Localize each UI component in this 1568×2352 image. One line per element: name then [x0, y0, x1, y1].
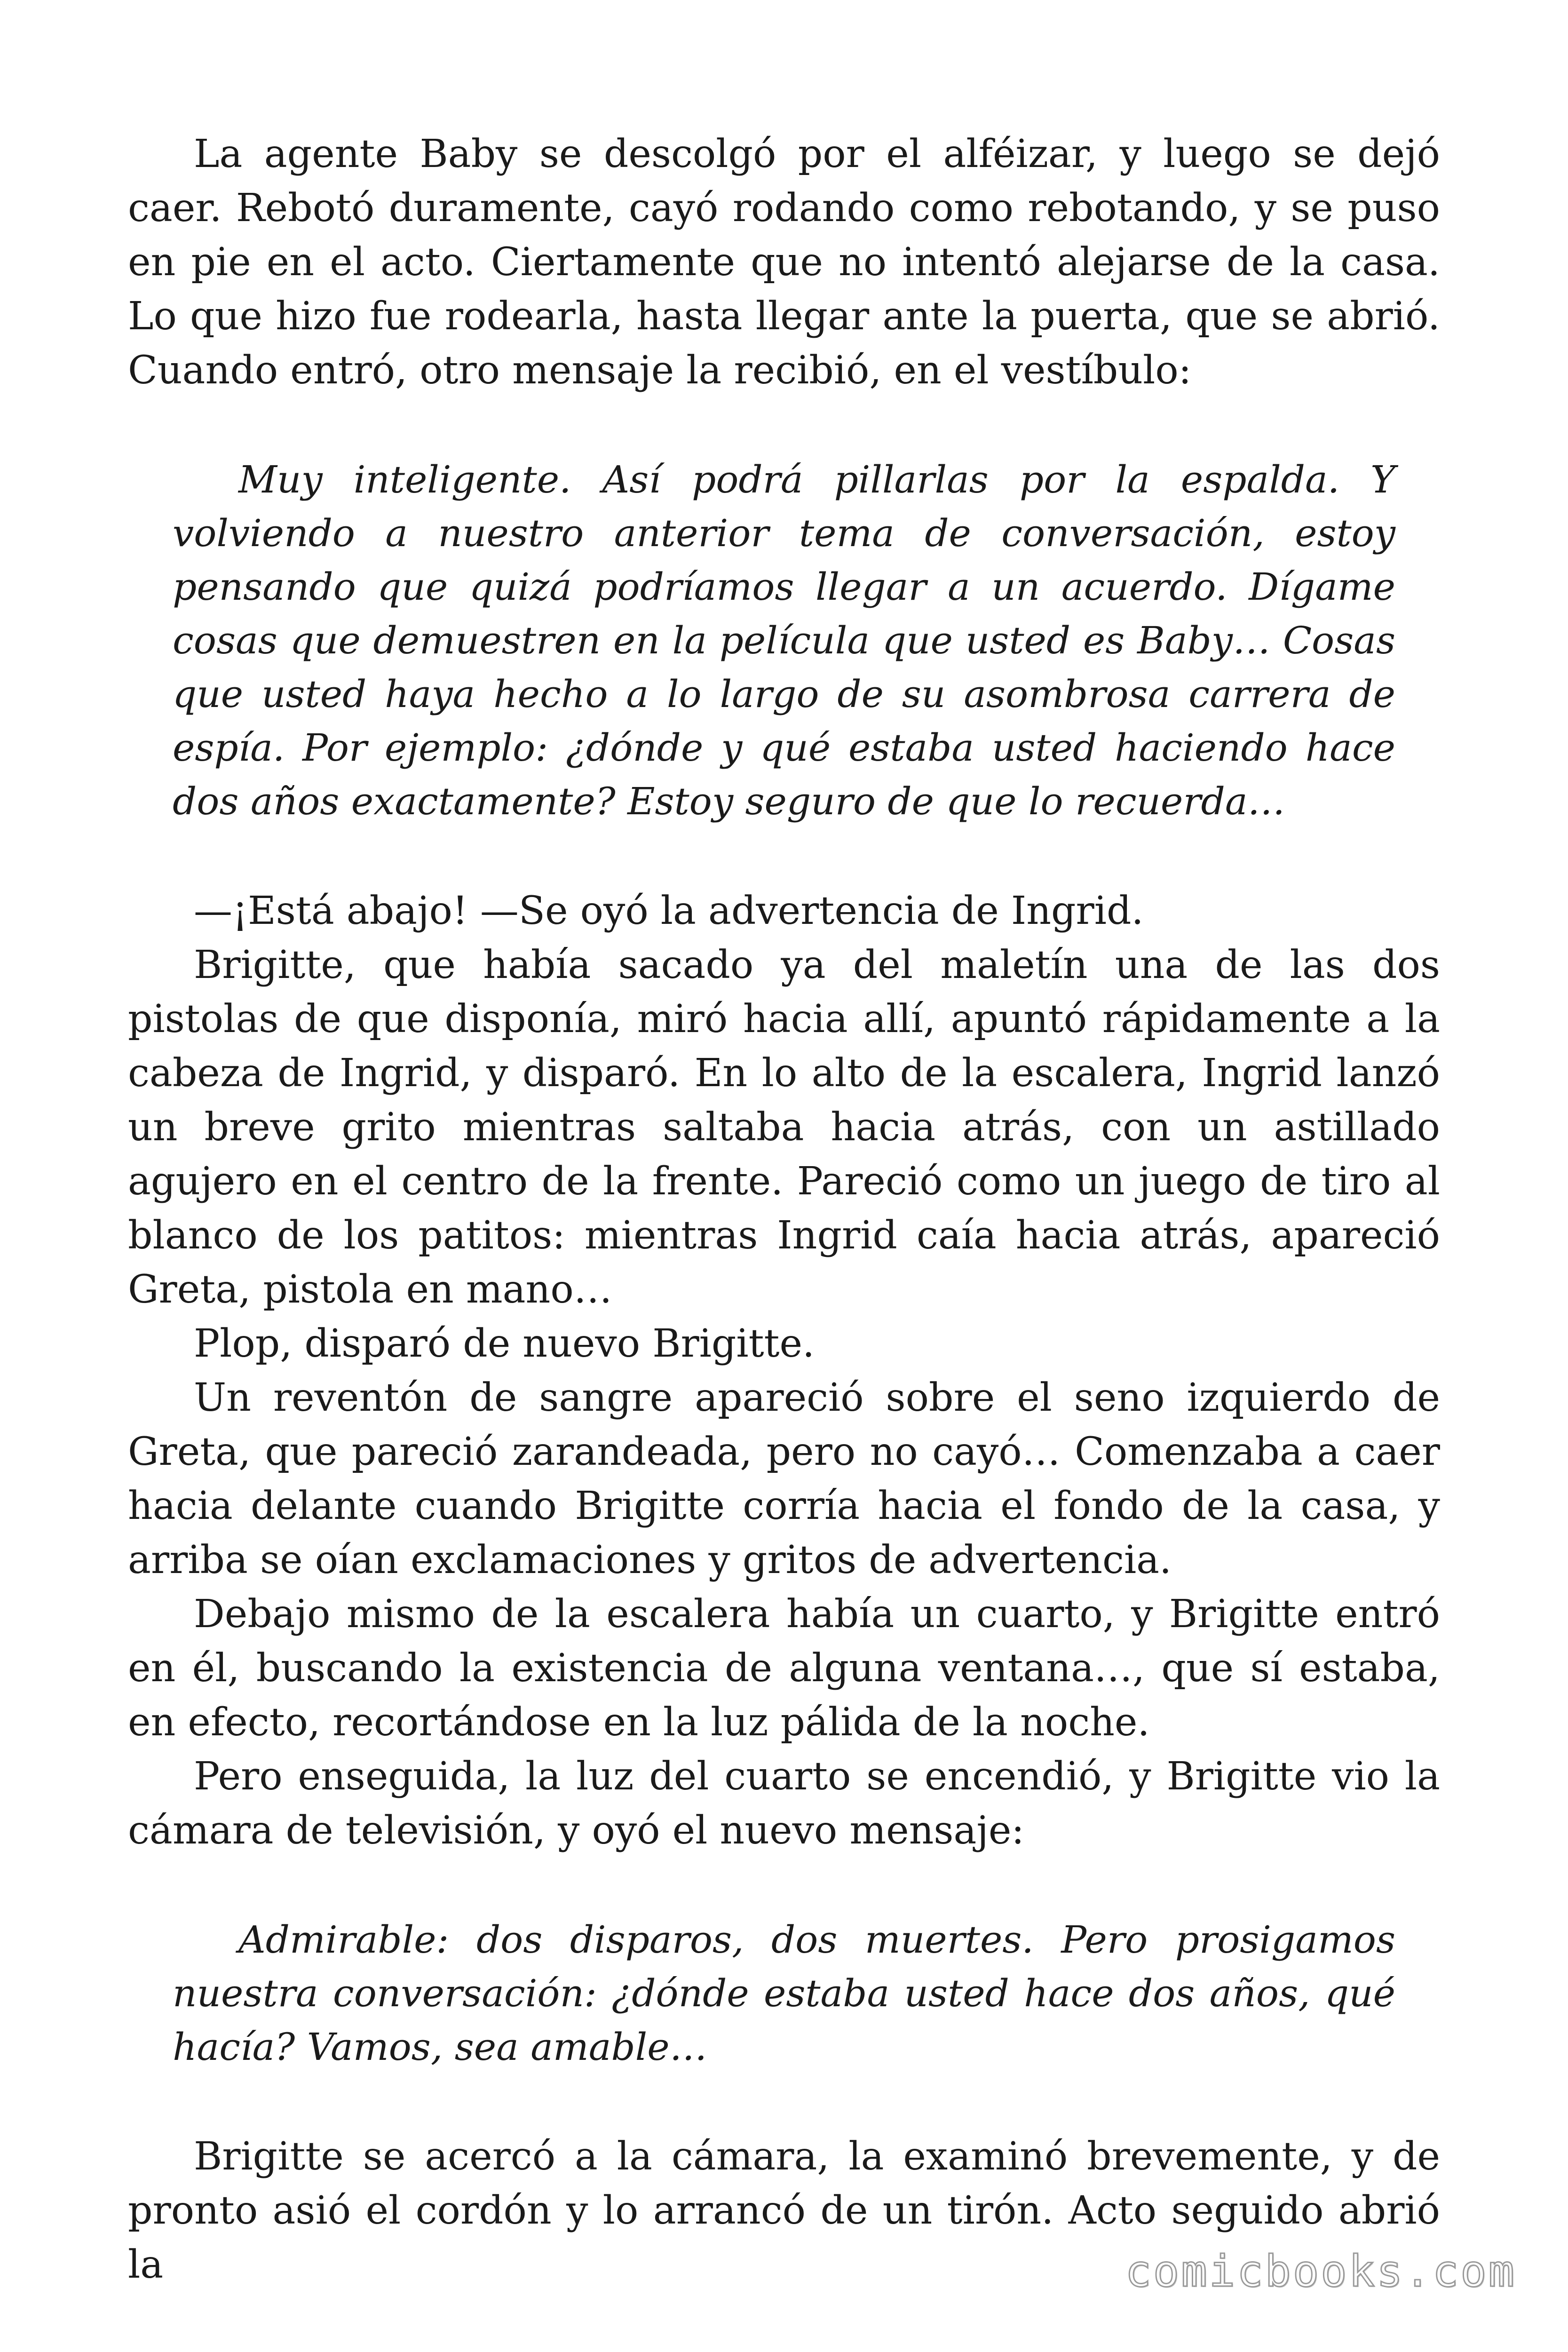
body-paragraph: La agente Baby se descolgó por el alféizar, y luego se dejó caer. Rebotó duramente, cayó rodando como rebotando, y se puso en pie en el acto. Ciertamente que no intentó alejarse de la casa. Lo que hizo fue rodearla, hasta llegar ante la puerta, que se abrió. Cuando entró, otro mensaje la recibió, en el vestíbulo:	[128, 132, 1440, 393]
body-paragraph: Plop, disparó de nuevo Brigitte.	[194, 1321, 815, 1366]
italic-message-quote: Admirable: dos disparos, dos muertes. Pero prosigamos nuestra conversación: ¿dónde estaba usted hace dos años, qué hacía? Vamos, sea amable…	[173, 1918, 1395, 2069]
body-paragraph: Un reventón de sangre apareció sobre el seno izquierdo de Greta, que pareció zarandeada, pero no cayó… Comenzaba a caer hacia delante cuando Brigitte corría hacia el fondo de la casa, y arriba se oían exclamaciones y gritos de advertencia.	[128, 1375, 1440, 1582]
body-paragraph: Pero enseguida, la luz del cuarto se encendió, y Brigitte vio la cámara de televisión, y oyó el nuevo mensaje:	[128, 1754, 1440, 1853]
body-paragraph: —¡Está abajo! —Se oyó la advertencia de Ingrid.	[194, 889, 1144, 933]
book-page	[128, 127, 1440, 2292]
body-paragraph: Brigitte se acercó a la cámara, la examinó brevemente, y de pronto asió el cordón y lo arrancó de un tirón. Acto seguido abrió la	[128, 2134, 1440, 2287]
body-paragraph: Debajo mismo de la escalera había un cuarto, y Brigitte entró en él, buscando la existencia de alguna ventana…, que sí estaba, en efecto, recortándose en la luz pálida de la noche.	[128, 1592, 1440, 1745]
watermark-text: comicbooks.com	[1125, 2246, 1516, 2296]
body-paragraph: Brigitte, que había sacado ya del maletín una de las dos pistolas de que disponía, miró hacia allí, apuntó rápidamente a la cabeza de Ingrid, y disparó. En lo alto de la escalera, Ingrid lanzó un breve grito mientras saltaba hacia atrás, con un astillado agujero en el centro de la frente. Pareció como un juego de tiro al blanco de los patitos: mientras Ingrid caía hacia atrás, apareció Greta, pistola en mano…	[128, 943, 1440, 1312]
italic-message-quote: Muy inteligente. Así podrá pillarlas por la espalda. Y volviendo a nuestro anterior tema de conversación, estoy pensando que quizá podríamos llegar a un acuerdo. Dígame cosas que demuestren en la película que usted es Baby… Cosas que usted haya hecho a lo largo de su asombrosa carrera de espía. Por ejemplo: ¿dónde y qué estaba usted haciendo hace dos años exactamente? Estoy seguro de que lo recuerda…	[173, 458, 1395, 823]
